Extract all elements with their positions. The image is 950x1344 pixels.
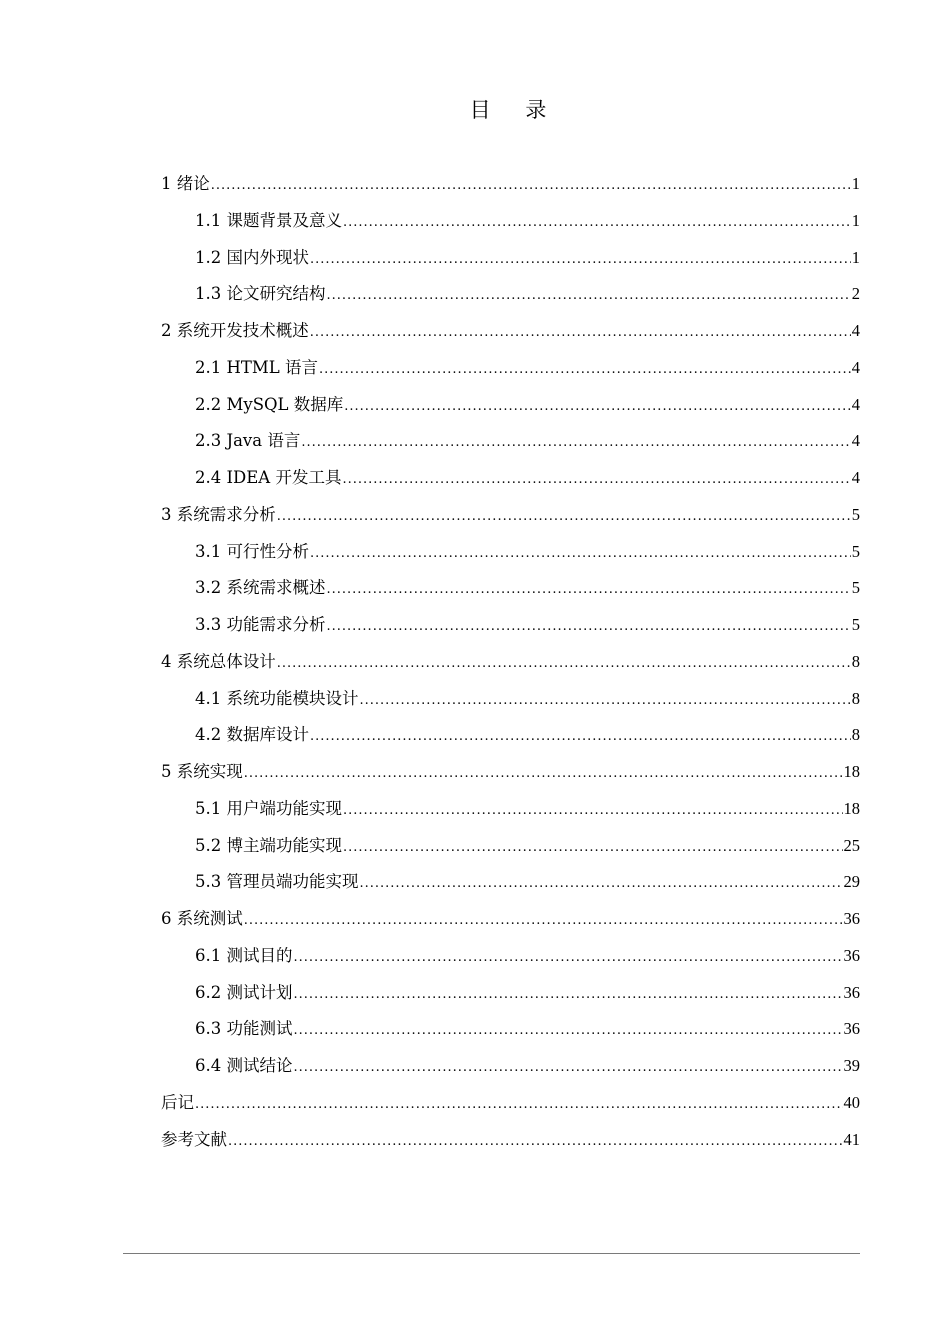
toc-dot-leader <box>301 429 850 457</box>
toc-subentry[interactable] <box>161 244 860 281</box>
toc-entry-title: 6.1 测试目的 <box>195 945 293 965</box>
toc-subentry[interactable] <box>161 427 860 464</box>
toc-subentry[interactable] <box>161 721 860 758</box>
toc-dot-leader <box>344 393 851 421</box>
toc-entry-title: 1.3 论文研究结构 <box>195 284 326 304</box>
toc-dot-leader <box>327 282 851 310</box>
toc-dot-leader <box>294 981 843 1009</box>
toc-entry-title: 5 系统实现 <box>161 762 243 781</box>
toc-page-number: 4 <box>851 431 860 451</box>
toc-entry-title: 2 系统开发技术概述 <box>161 321 309 340</box>
toc-entry-title: 6 系统测试 <box>161 909 243 928</box>
toc-dot-leader <box>310 319 851 347</box>
toc-entry[interactable] <box>161 170 860 207</box>
toc-page-number: 36 <box>843 982 860 1002</box>
page-title: 目 录 <box>469 98 561 122</box>
toc-entry-title: 2.2 MySQL 数据库 <box>195 394 344 414</box>
toc-entry[interactable] <box>161 1126 860 1163</box>
toc-entry-title: 1.2 国内外现状 <box>195 247 309 267</box>
toc-subentry[interactable] <box>161 574 860 611</box>
toc-dot-leader <box>342 466 850 494</box>
toc-subentry[interactable] <box>161 832 860 869</box>
toc-page-number: 5 <box>851 504 860 524</box>
toc-dot-leader <box>277 650 851 678</box>
toc-entry-title: 3.2 系统需求概述 <box>195 578 326 598</box>
toc-entry[interactable] <box>161 317 860 354</box>
toc-dot-leader <box>360 870 843 898</box>
toc-subentry[interactable] <box>161 207 860 244</box>
toc-page-number: 4 <box>851 468 860 487</box>
toc-dot-leader <box>277 503 851 531</box>
toc-page-number: 40 <box>843 1092 860 1112</box>
toc-dot-leader <box>294 1017 843 1045</box>
toc-dot-leader <box>244 907 843 935</box>
toc-page-number: 4 <box>851 357 860 377</box>
toc-entry-title: 2.1 HTML 语言 <box>195 357 318 377</box>
toc-dot-leader <box>327 576 851 604</box>
toc-subentry[interactable] <box>161 464 860 501</box>
toc-page-number: 8 <box>851 725 860 745</box>
toc-dot-leader <box>360 687 851 715</box>
toc-dot-leader <box>327 613 851 641</box>
toc-page-number: 41 <box>843 1129 860 1149</box>
toc-page-number: 25 <box>843 835 860 855</box>
toc-page-number: 1 <box>851 174 860 193</box>
toc-dot-leader <box>195 1091 843 1119</box>
toc-page-number: 5 <box>851 578 860 598</box>
toc-page-number: 8 <box>851 651 860 671</box>
toc-entry-title: 4 系统总体设计 <box>161 651 276 671</box>
toc-subentry[interactable] <box>161 942 860 979</box>
footer-divider <box>123 1253 860 1254</box>
toc-page-number: 4 <box>851 394 860 414</box>
toc-dot-leader <box>310 723 851 751</box>
toc-page-number: 39 <box>843 1056 860 1075</box>
toc-entry[interactable] <box>161 905 860 942</box>
toc-page-number: 1 <box>851 247 860 267</box>
toc-dot-leader <box>319 356 851 384</box>
toc-entry-title: 5.3 管理员端功能实现 <box>195 872 359 892</box>
toc-entry-title: 2.3 Java 语言 <box>195 431 301 451</box>
toc-page-number: 2 <box>851 284 860 304</box>
toc-entry-title: 后记 <box>161 1092 194 1112</box>
toc-subentry[interactable] <box>161 1052 860 1089</box>
toc-entry[interactable] <box>161 501 860 538</box>
toc-dot-leader <box>343 834 843 862</box>
toc-entry-title: 3 系统需求分析 <box>161 504 276 524</box>
toc-entry-title: 4.1 系统功能模块设计 <box>195 688 359 708</box>
toc-dot-leader <box>310 540 851 568</box>
toc-dot-leader <box>211 172 851 200</box>
toc-page-number: 8 <box>851 688 860 708</box>
toc-dot-leader <box>343 209 851 237</box>
toc-entry-title: 3.3 功能需求分析 <box>195 615 326 634</box>
toc-page-number: 36 <box>843 1019 860 1039</box>
toc-page-number: 5 <box>851 615 860 634</box>
toc-entry[interactable] <box>161 758 860 795</box>
toc-subentry[interactable] <box>161 868 860 905</box>
toc-dot-leader <box>244 760 843 788</box>
toc-subentry[interactable] <box>161 391 860 428</box>
toc-page-number: 36 <box>843 909 860 928</box>
toc-entry-title: 6.4 测试结论 <box>195 1056 293 1075</box>
toc-subentry[interactable] <box>161 280 860 317</box>
toc-entry-title: 6.2 测试计划 <box>195 982 293 1002</box>
toc-entry-title: 2.4 IDEA 开发工具 <box>195 468 342 487</box>
toc-page-number: 36 <box>843 945 860 965</box>
toc-entry-title: 5.2 博主端功能实现 <box>195 835 342 855</box>
toc-page-number: 18 <box>843 798 860 818</box>
toc-page-number: 5 <box>851 541 860 561</box>
toc-entry-title: 5.1 用户端功能实现 <box>195 798 342 818</box>
toc-entry[interactable] <box>161 1089 860 1126</box>
toc-entry-title: 1 绪论 <box>161 174 210 193</box>
toc-dot-leader <box>310 246 851 274</box>
toc-entry-title: 4.2 数据库设计 <box>195 725 309 745</box>
toc-entry-title: 参考文献 <box>161 1129 227 1149</box>
toc-dot-leader <box>343 797 843 825</box>
toc-page-number: 1 <box>851 210 860 230</box>
toc-subentry[interactable] <box>161 1015 860 1052</box>
toc-page-number: 18 <box>843 762 860 781</box>
table-of-contents <box>161 170 860 1162</box>
toc-entry-title: 1.1 课题背景及意义 <box>195 210 342 230</box>
toc-subentry[interactable] <box>161 611 860 648</box>
toc-entry-title: 6.3 功能测试 <box>195 1019 293 1039</box>
toc-page-number: 29 <box>843 872 860 892</box>
toc-entry-title: 3.1 可行性分析 <box>195 541 309 561</box>
toc-dot-leader <box>294 944 843 972</box>
toc-entry[interactable] <box>161 648 860 685</box>
toc-subentry[interactable] <box>161 538 860 575</box>
toc-page-number: 4 <box>851 321 860 340</box>
toc-dot-leader <box>294 1054 843 1082</box>
toc-dot-leader <box>228 1128 843 1156</box>
toc-subentry[interactable] <box>161 795 860 832</box>
toc-subentry[interactable] <box>161 354 860 391</box>
toc-subentry[interactable] <box>161 685 860 722</box>
toc-subentry[interactable] <box>161 979 860 1016</box>
